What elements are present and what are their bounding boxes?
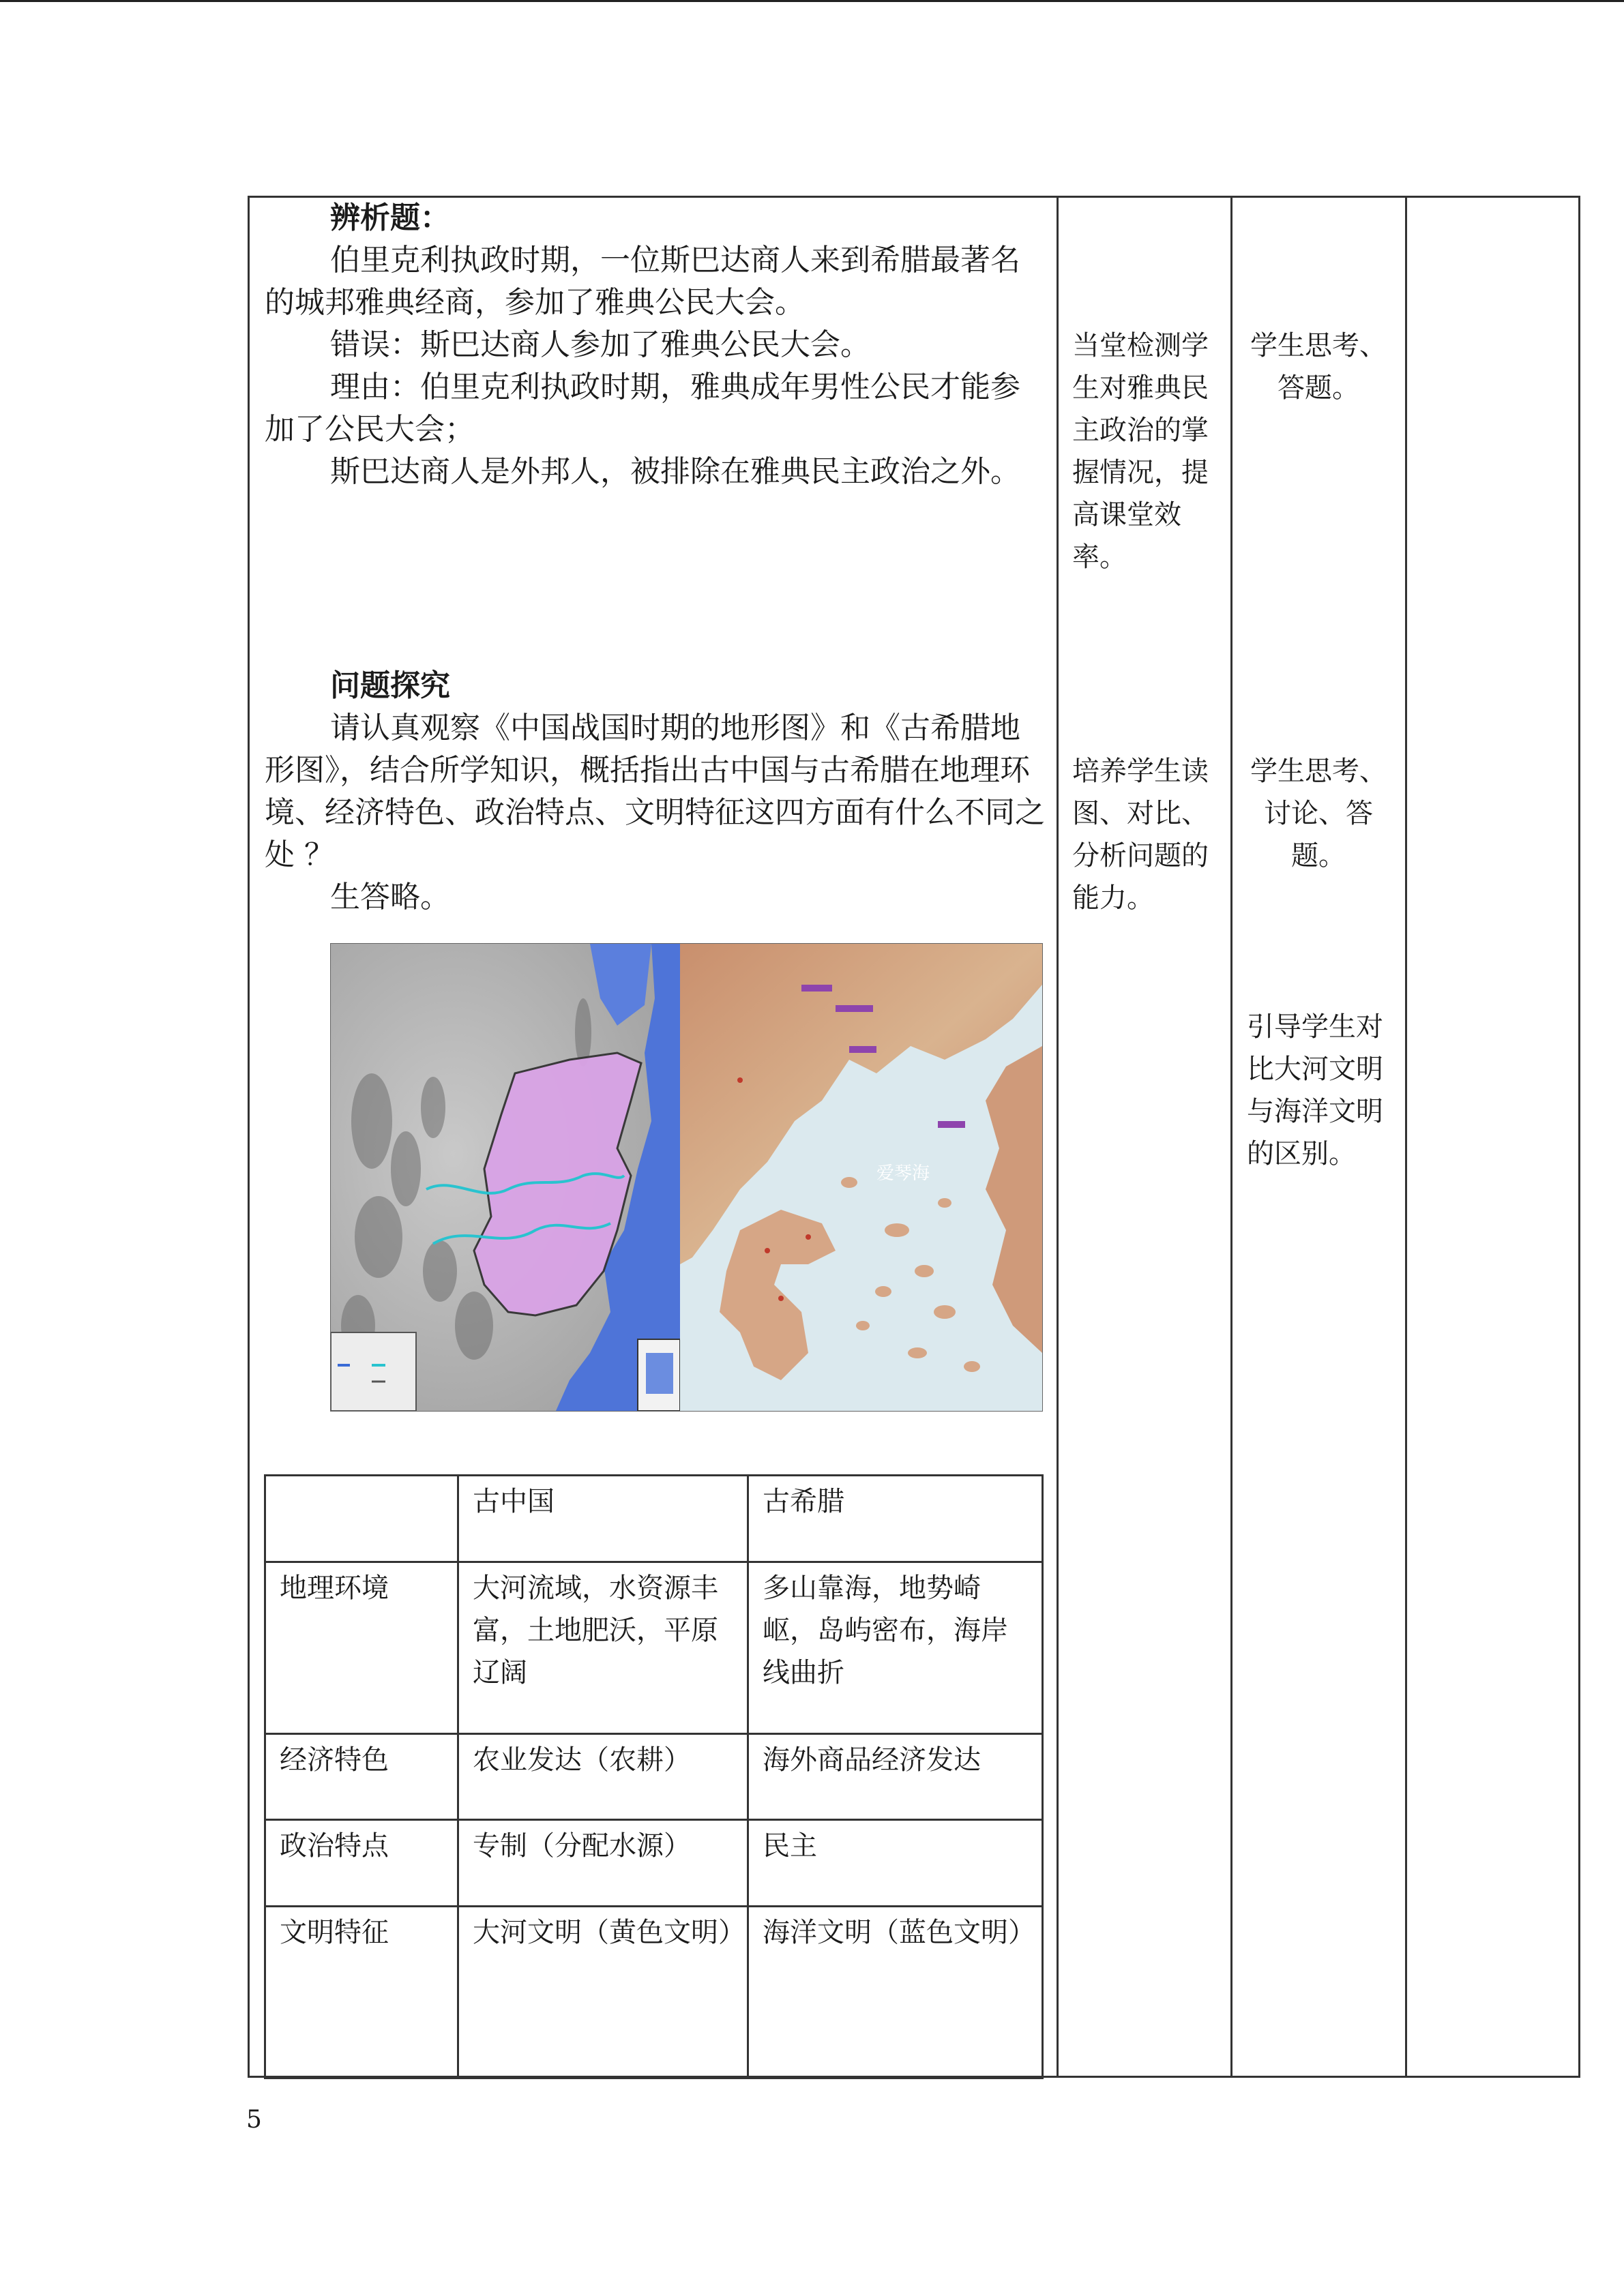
table-cell: 政治特点	[265, 1820, 458, 1907]
table-row	[265, 1820, 1043, 1907]
analysis-student-activity: 学生思考、答题。	[1250, 330, 1387, 404]
analysis-heading: 辨析题：	[330, 200, 450, 235]
guide-note: 引导学生对比大河文明与海洋文明的区别。	[1247, 1011, 1383, 1169]
table-row	[265, 1907, 1043, 2078]
column-divider-2	[1230, 196, 1232, 2078]
inquiry-question: 请认真观察《中国战国时期的地形图》和《古希腊地形图》，结合所学知识，概括指出古中国与古希腊在地理环境、经济特色、政治特点、文明特征这四方面有什么不同之处 ？	[265, 711, 1045, 872]
table-cell: 海洋文明（蓝色文明）	[748, 1907, 1043, 2078]
greece-map	[680, 944, 1042, 1411]
inquiry-answer: 生答略。	[330, 880, 450, 914]
comparison-map-image	[330, 943, 1043, 1412]
table-header-row	[265, 1476, 1043, 1562]
table-cell: 专制（分配水源）	[458, 1820, 748, 1907]
aegean-sea-label: 爱琴海	[876, 1163, 930, 1184]
top-border	[0, 0, 1624, 2]
analysis-question: 伯里克利执政时期，一位斯巴达商人来到希腊最著名的城邦雅典经商，参加了雅典公民大会。	[265, 243, 1020, 320]
table-cell: 文明特征	[265, 1907, 458, 2078]
comparison-table	[264, 1474, 1044, 2079]
table-cell: 农业发达（农耕）	[458, 1734, 748, 1820]
table-row	[265, 1734, 1043, 1820]
table-header-cell: 古希腊	[748, 1476, 1043, 1562]
analysis-error: 错误：斯巴达商人参加了雅典公民大会。	[330, 327, 870, 362]
inquiry-student-activity: 学生思考、讨论、答题。	[1250, 756, 1387, 871]
table-cell: 民主	[748, 1820, 1043, 1907]
inquiry-section	[265, 665, 1049, 919]
table-cell: 经济特色	[265, 1734, 458, 1820]
analysis-reason: 理由：伯里克利执政时期，雅典成年男性公民才能参加了公民大会；	[265, 370, 1020, 447]
table-header-cell	[265, 1476, 458, 1562]
table-cell: 多山靠海，地势崎岖，岛屿密布，海岸线曲折	[748, 1562, 1043, 1734]
table-cell: 海外商品经济发达	[748, 1734, 1043, 1820]
china-map	[331, 944, 680, 1411]
table-header-cell: 古中国	[458, 1476, 748, 1562]
analysis-intent: 当堂检测学生对雅典民主政治的掌握情况，提高课堂效率。	[1072, 330, 1209, 573]
table-row	[265, 1562, 1043, 1734]
page-number: 5	[246, 2106, 262, 2134]
table-cell: 地理环境	[265, 1562, 458, 1734]
analysis-section	[265, 197, 1049, 493]
table-cell: 大河流域，水资源丰富，土地肥沃，平原辽阔	[458, 1562, 748, 1734]
inquiry-heading: 问题探究	[330, 668, 450, 703]
table-cell: 大河文明（黄色文明）	[458, 1907, 748, 2078]
column-divider-1	[1057, 196, 1059, 2078]
analysis-reason-2: 斯巴达商人是外邦人，被排除在雅典民主政治之外。	[330, 454, 1020, 489]
inquiry-intent: 培养学生读图、对比、分析问题的能力。	[1072, 756, 1209, 914]
column-divider-3	[1405, 196, 1407, 2078]
